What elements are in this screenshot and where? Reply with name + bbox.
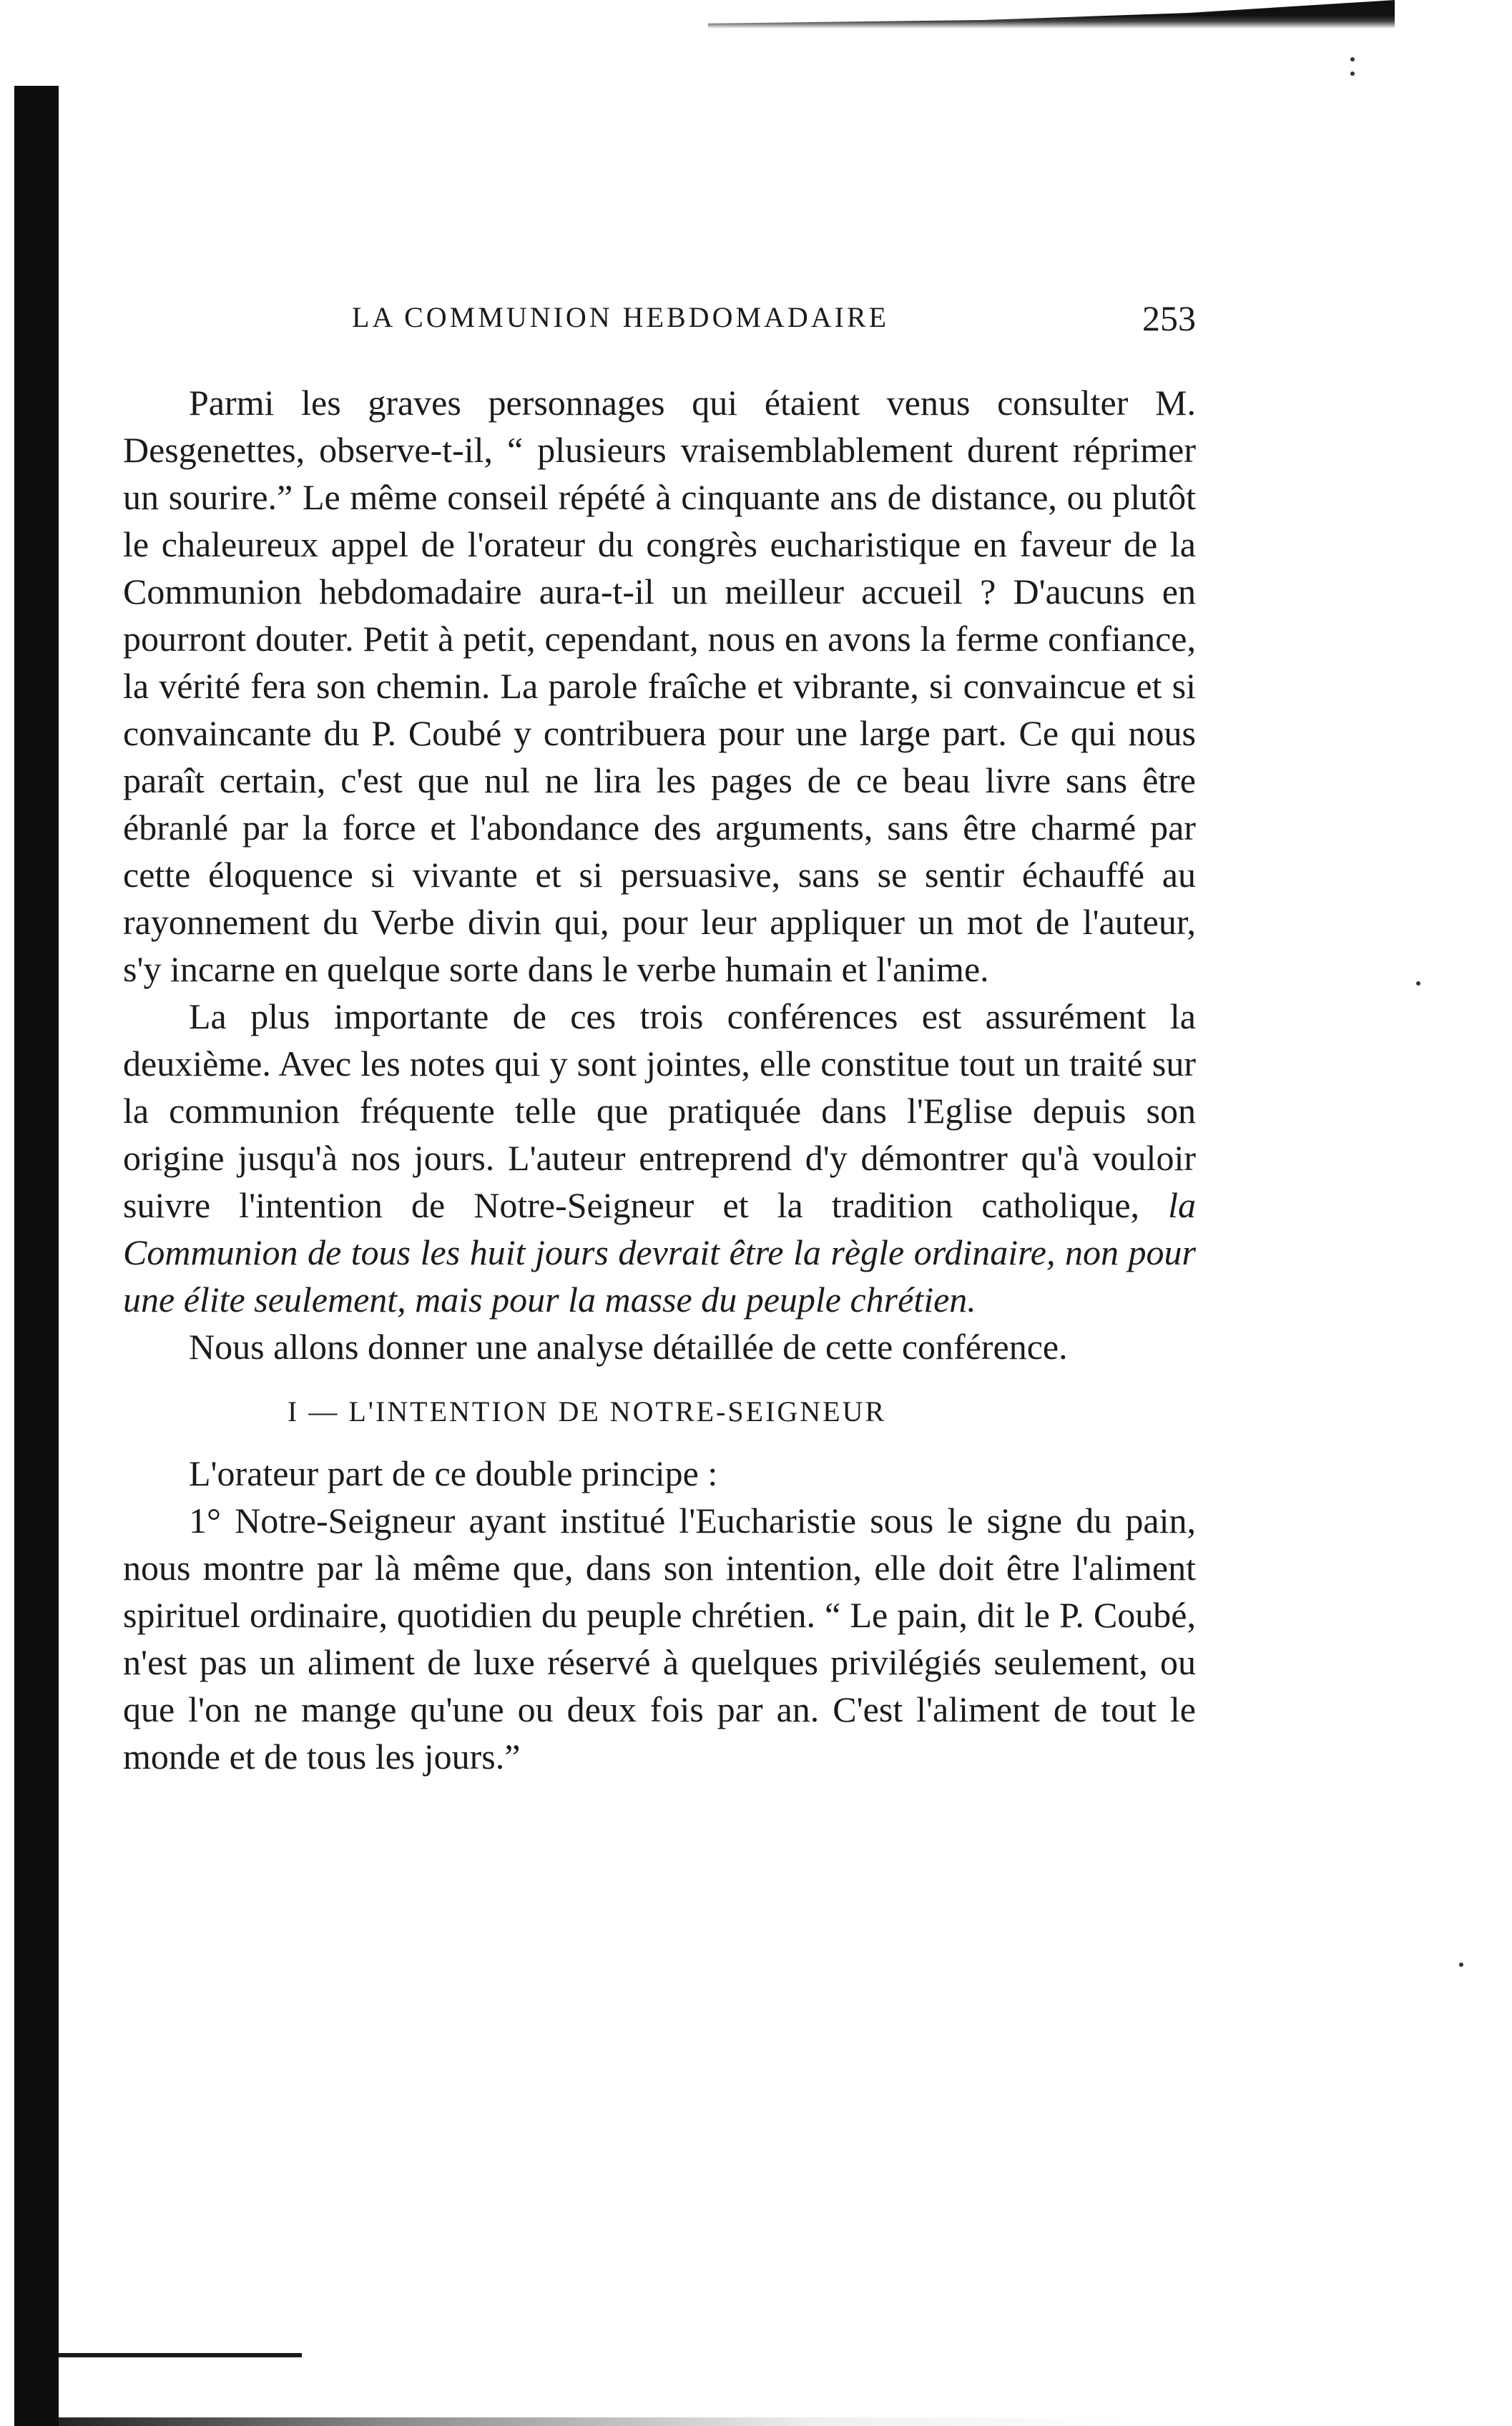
paragraph-italic-text: la Communion de tous les huit jours devrait être la règle ordinaire, non pour une élite seulement, mais pour la masse du peuple chrétien. <box>123 1185 1196 1320</box>
scan-speck <box>1350 72 1355 76</box>
running-head <box>123 300 1196 350</box>
body-paragraph <box>123 1323 1196 1370</box>
book-page <box>123 300 1196 1780</box>
paragraph-text: Nous allons donner une analyse détaillée de cette conférence. <box>189 1327 1068 1367</box>
paragraph-italic-text: pain <box>1125 1501 1187 1541</box>
paragraph-text: L'orateur part de ce double principe : <box>189 1453 718 1493</box>
numbered-principle <box>123 1497 1196 1780</box>
scan-bottom-shadow <box>59 2417 1131 2426</box>
paragraph-text: Parmi les graves personnages qui étaient venus consulter M. Desgenettes, observe-t-il, “ plusieurs vraisemblablement durent réprimer un sourire.” Le même conseil répété à cinquante ans de distance, ou plutôt le chaleureux appel de l'orateur du congrès eucharistique en faveur de la Communion hebdomadaire aura-t-il un meilleur accueil ? D'aucuns en pourront douter. Petit à petit, cependant, nous en avons la ferme confiance, la vérité fera son chemin. La parole fraîche et vibrante, si convaincue et si convaincante du P. Coubé y contribuera pour une large part. Ce qui nous paraît certain, c'est que nul ne lira les pages de ce beau livre sans être ébranlé par la force et l'abondance des arguments, sans être charmé par cette éloquence si vivante et si persuasive, sans se sentir échauffé au rayonnement du Verbe divin qui, pour leur appliquer un mot de l'auteur, s'y incarne en quelque sorte dans le verbe humain et l'anime. <box>123 383 1196 989</box>
scan-speck <box>1350 57 1355 62</box>
section-heading: I — L'INTENTION DE NOTRE-SEIGNEUR <box>288 1395 887 1428</box>
scan-speck <box>1459 1963 1463 1967</box>
paragraph-text-continued: , nous montre par là même que, dans son intention, elle doit être l'aliment spirituel ordinaire, quotidien du peuple chrétien. “ Le pain, dit le P. Coubé, n'est pas un aliment de luxe réservé à quelques privilégiés seulement, ou que l'on ne mange qu'une ou deux fois par an. C'est l'aliment de tout le monde et de tous les jours.” <box>123 1501 1196 1777</box>
paragraph-text: La plus importante de ces trois conférences est assurément la deuxième. Avec les notes qui y sont jointes, elle constitue tout un traité sur la communion fréquente telle que pratiquée dans l'Eglise depuis son origine jusqu'à nos jours. L'auteur entreprend d'y démontrer qu'à vouloir suivre l'intention de Notre-Seigneur et la tradition catholique, <box>123 996 1196 1225</box>
scan-top-shadow <box>708 0 1395 29</box>
body-paragraph <box>123 379 1196 993</box>
body-paragraph <box>123 1450 1196 1497</box>
scan-bottom-line <box>59 2353 302 2357</box>
scan-speck <box>1416 981 1420 986</box>
scan-left-margin-shadow <box>14 86 59 2426</box>
paragraph-text: 1° Notre-Seigneur ayant institué l'Eucharistie sous le signe du <box>189 1501 1126 1541</box>
body-paragraph <box>123 993 1196 1323</box>
page-number: 253 <box>1142 298 1196 338</box>
running-title: LA COMMUNION HEBDOMADAIRE <box>352 301 890 333</box>
